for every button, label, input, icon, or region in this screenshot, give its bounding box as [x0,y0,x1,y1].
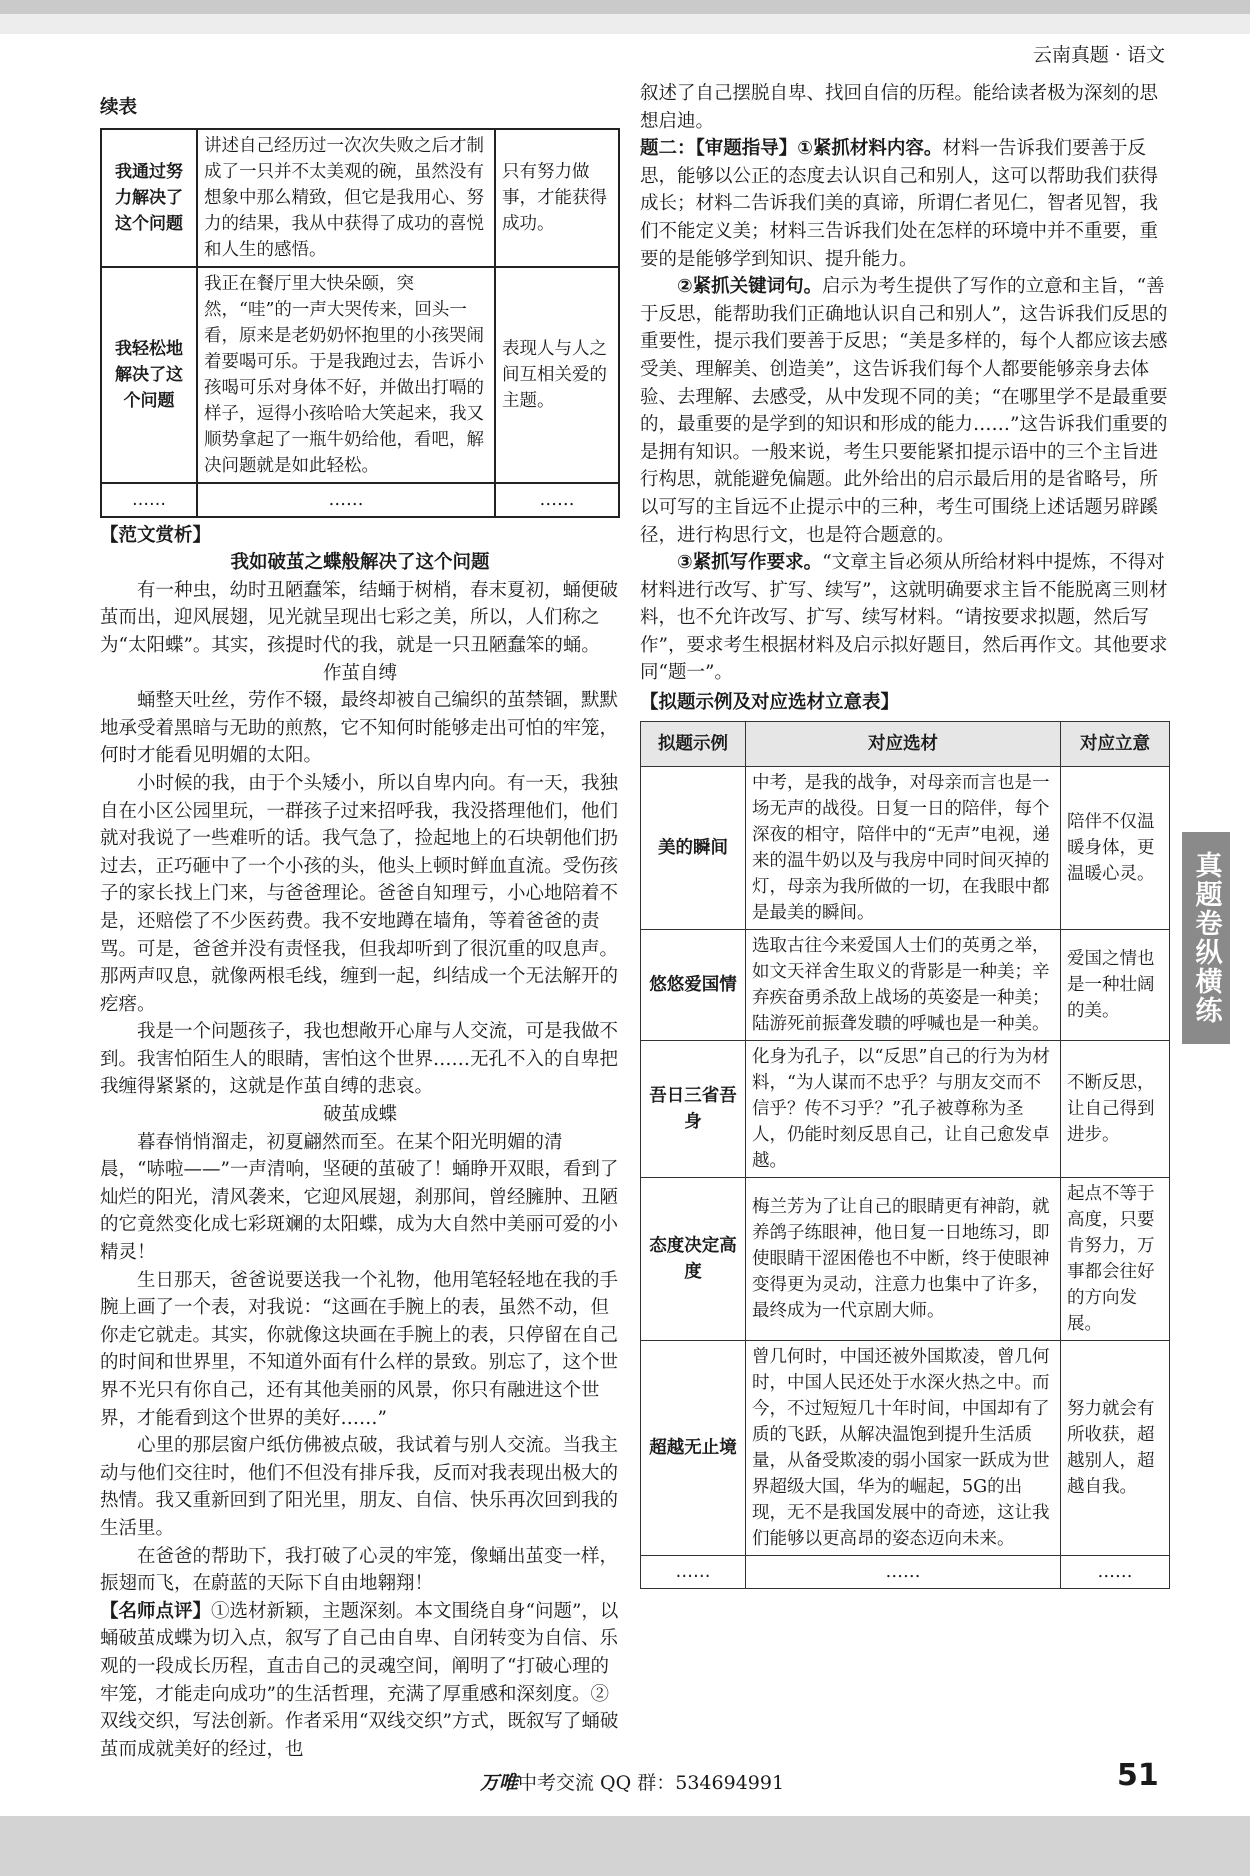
guide-paragraph [640,273,1170,549]
table-label: 【拟题示例及对应选材立意表】 [640,692,900,714]
essay-paragraph: 蛹整天吐丝，劳作不辍，最终却被自己编织的茧禁锢，默默地承受着黑暗与无助的煎熬，它不知何时能够走出可怕的牢笼，何时才能看见明媚的太阳。 [100,690,619,767]
table-row [641,929,1170,1040]
right-column [640,80,1170,1589]
guide-point-head: ①紧抓材料内容。 [797,138,943,160]
table-cell-topic: 我轻松地解决了这个问题 [101,267,197,483]
guide-paragraph [640,549,1170,687]
bottom-border [0,1816,1250,1876]
essay-title: 我如破茧之蝶般解决了这个问题 [230,552,490,574]
table-cell-idea: 只有努力做事，才能获得成功。 [495,129,619,267]
guide-point-head: ②紧抓关键词句。 [677,276,823,298]
table-cell-material: 选取古往今来爱国人士们的英勇之举，如文天祥舍生取义的背影是一种美；辛弃疾奋勇杀敌上战场的英姿是一种美；陆游死前振聋发聩的呼喊也是一种美。 [746,929,1061,1040]
table-cell-idea: 陪伴不仅温暖身体，更温暖心灵。 [1061,766,1170,929]
table-row [641,1555,1170,1588]
page-header: 云南真题 · 语文 [1032,44,1165,66]
table-cell-idea: 不断反思，让自己得到进步。 [1061,1040,1170,1177]
table-cell-topic: 悠悠爱国情 [641,929,746,1040]
table-row [101,267,619,483]
section-label: 【范文赏析】 [100,524,212,546]
table-header: 对应选材 [746,721,1061,766]
continued-label: 续表 [100,97,138,118]
guide-paragraph [640,135,1170,273]
table-cell-material: 梅兰芳为了让自己的眼睛更有神韵，就养鸽子练眼神，他日复一日地练习，即使眼睛干涩困倦也不中断，终于使眼神变得更为灵动，注意力也集中了许多，最终成为一代京剧大师。 [746,1177,1061,1340]
essay-paragraph: 有一种虫，幼时丑陋蠢笨，结蛹于树梢，春末夏初，蛹便破茧而出，迎风展翅，见光就呈现出七彩之美，所以，人们称之为“太阳蝶”。其实，孩提时代的我，就是一只丑陋蠢笨的蛹。 [100,579,619,656]
guide-point-text: 材料一告诉我们要善于反思，能够以公正的态度去认识自己和别人，这可以帮助我们获得成长；材料二告诉我们美的真谛，所谓仁者见仁，智者见智，我们不能定义美；材料三告诉我们处在怎样的环境中并不重要，重要的是能够学到知识、提升能力。 [640,138,1159,270]
essay-paragraph: 心里的那层窗户纸仿佛被点破，我试着与别人交流。当我主动与他们交往时，他们不但没有排斥我，反而对我表现出极大的热情。我又重新回到了阳光里，朋友、自信、快乐再次回到我的生活里。 [100,1435,619,1539]
table-cell-material: …… [746,1555,1061,1588]
guide-label: 题二：【审题指导】 [640,138,798,160]
table-cell-material: 化身为孔子，以“反思”自己的行为为材料，“为人谋而不忠乎？与朋友交而不信乎？传不习乎？”孔子被尊称为圣人，仍能时刻反思自己，让自己愈发卓越。 [746,1040,1061,1177]
essay-paragraph: 生日那天，爸爸说要送我一个礼物，他用笔轻轻地在我的手腕上画了一个表，对我说：“这画在手腕上的表，虽然不动，但你走它就走。其实，你就像这块画在手腕上的表，只停留在自己的时间和世界里，不知道外面有什么样的景致。别忘了，这个世界不光只有你自己，还有其他美丽的风景，你只有融进这个世界，才能看到这个世界的美好……” [100,1269,619,1429]
footer [480,1768,784,1795]
table-cell-material: 曾几何时，中国还被外国欺凌，曾几何时，中国人民还处于水深火热之中。而今，不过短短几十年时间，中国却有了质的飞跃，从解决温饱到提升生活质量，从备受欺凌的弱小国家一跃成为世界超级大国，华为的崛起，5G的出现，无不是我国发展中的奇迹，这让我们能够以更高昂的姿态迈向未来。 [746,1340,1061,1555]
table-cell-material: 中考，是我的战争，对母亲而言也是一场无声的战役。日复一日的陪伴，每个深夜的相守，陪伴中的“无声”电视，递来的温牛奶以及与我房中同时间灭掉的灯，母亲为我所做的一切，在我眼中都是最美的瞬间。 [746,766,1061,929]
guide-point-text: 启示为考生提供了写作的立意和主旨，“善于反思，能帮助我们正确地认识自己和别人”，这告诉我们反思的重要性，提示我们要善于反思；“美是多样的，每个人都应该去感受美、理解美、创造美”，这告诉我们每个人都要能够亲身去体验、去理解、去感受，从中发现不同的美；“在哪里学不是最重要的，最重要的是学到的知识和形成的能力……”这告诉我们重要的是拥有知识。一般来说，考生只要能紧扣提示语中的三个主旨进行构思，就能避免偏题。此外给出的启示最后用的是省略号，所以可写的主旨远不止提示中的三种，考生可围绕上述话题另辟蹊径，进行构思行文，也是符合题意的。 [640,276,1168,546]
table-header: 对应立意 [1061,721,1170,766]
table-row [641,1177,1170,1340]
table-cell-topic: …… [101,483,197,517]
essay-paragraph: 我是一个问题孩子，我也想敞开心扉与人交流，可是我做不到。我害怕陌生人的眼睛，害怕这个世界……无孔不入的自卑把我缠得紧紧的，这就是作茧自缚的悲哀。 [100,1021,619,1098]
table-row [101,483,619,517]
essay-paragraph: 在爸爸的帮助下，我打破了心灵的牢笼，像蛹出茧变一样，振翅而飞，在蔚蓝的天际下自由地翱翔！ [100,1545,619,1595]
comment-label: 【名师点评】 [100,1600,212,1622]
left-column [100,88,620,1763]
side-tab: 真题卷纵横练 [1182,832,1230,1044]
guide-point-head: ③紧抓写作要求。 [677,552,823,574]
table-cell-idea: …… [1061,1555,1170,1588]
table-header: 拟题示例 [641,721,746,766]
table-cell-topic: 我通过努力解决了这个问题 [101,129,197,267]
table-cell-topic: …… [641,1555,746,1588]
table-cell-idea: 起点不等于高度，只要肯努力，万事都会往好的方向发展。 [1061,1177,1170,1340]
essay-subheading: 作茧自缚 [322,662,397,684]
table-cell-topic: 态度决定高度 [641,1177,746,1340]
table-cell-material: 我正在餐厅里大快朵颐，突然，“哇”的一声大哭传来，回头一看，原来是老奶奶怀抱里的小孩哭闹着要喝可乐。于是我跑过去，告诉小孩喝可乐对身体不好，并做出打嗝的样子，逗得小孩哈哈大笑起来，我又顺势拿起了一瓶牛奶给他，看吧，解决问题就是如此轻松。 [197,267,495,483]
table-cell-idea: 爱国之情也是一种壮阔的美。 [1061,929,1170,1040]
comment-text: ①选材新颖，主题深刻。本文围绕自身“问题”，以蛹破茧成蝶为切入点，叙写了自己由自卑、自闭转变为自信、乐观的一段成长历程，直击自己的灵魂空间，阐明了“打破心理的牢笼，才能走向成功”的生活哲理，充满了厚重感和深刻度。②双线交织，写法创新。作者采用“双线交织”方式，既叙写了蛹破茧而成就美好的经过，也 [100,1600,619,1760]
table-cell-material: 讲述自己经历过一次次失败之后才制成了一只并不太美观的碗，虽然没有想象中那么精致，但它是我用心、努力的结果，我从中获得了成功的喜悦和人生的感悟。 [197,129,495,267]
table-cell-idea: 努力就会有所收获，超越别人，超越自我。 [1061,1340,1170,1555]
continued-text: 叙述了自己摆脱自卑、找回自信的历程。能给读者极为深刻的思想启迪。 [640,83,1159,132]
top-border [0,0,1250,34]
table-cell-idea: …… [495,483,619,517]
table-cell-topic: 吾日三省吾身 [641,1040,746,1177]
idea-table [100,128,620,518]
topic-table [640,721,1170,1589]
footer-text: 中考交流 QQ 群：534694991 [518,1772,785,1794]
page-number: 51 [1117,1758,1159,1793]
table-row [641,1040,1170,1177]
essay-paragraph: 暮春悄悄溜走，初夏翩然而至。在某个阳光明媚的清晨，“哧啦——”一声清响，坚硬的茧破了！蛹睁开双眼，看到了灿烂的阳光，清风袭来，它迎风展翅，刹那间，曾经臃肿、丑陋的它竟然变化成七彩斑斓的太阳蝶，成为大自然中美丽可爱的小精灵！ [100,1131,619,1264]
table-row [101,129,619,267]
guide-point-text: “文章主旨必须从所给材料中提炼，不得对材料进行改写、扩写、续写”，这就明确要求主旨不能脱离三则材料，也不允许改写、扩写、续写材料。“请按要求拟题，然后写作”，要求考生根据材料及启示拟好题目，然后再作文。其他要求同“题一”。 [640,552,1168,684]
essay-subheading: 破茧成蝶 [322,1104,397,1126]
table-header-row [641,721,1170,766]
table-cell-topic: 超越无止境 [641,1340,746,1555]
brand-logo: 万唯 [480,1772,519,1794]
table-cell-topic: 美的瞬间 [641,766,746,929]
table-row [641,766,1170,929]
essay-paragraph: 小时候的我，由于个头矮小，所以自卑内向。有一天，我独自在小区公园里玩，一群孩子过来招呼我，我没搭理他们，他们就对我说了一些难听的话。我气急了，捡起地上的石块朝他们扔过去，正巧砸中了一个小孩的头，他头上顿时鲜血直流。受伤孩子的家长找上门来，与爸爸理论。爸爸自知理亏，小心地陪着不是，还赔偿了不少医药费。我不安地蹲在墙角，等着爸爸的责骂。可是，爸爸并没有责怪我，但我却听到了很沉重的叹息声。那两声叹息，就像两根毛线，缠到一起，纠结成一个无法解开的疙瘩。 [100,772,619,1015]
table-row [641,1340,1170,1555]
table-cell-idea: 表现人与人之间互相关爱的主题。 [495,267,619,483]
teacher-comment [100,1598,620,1764]
table-cell-material: …… [197,483,495,517]
